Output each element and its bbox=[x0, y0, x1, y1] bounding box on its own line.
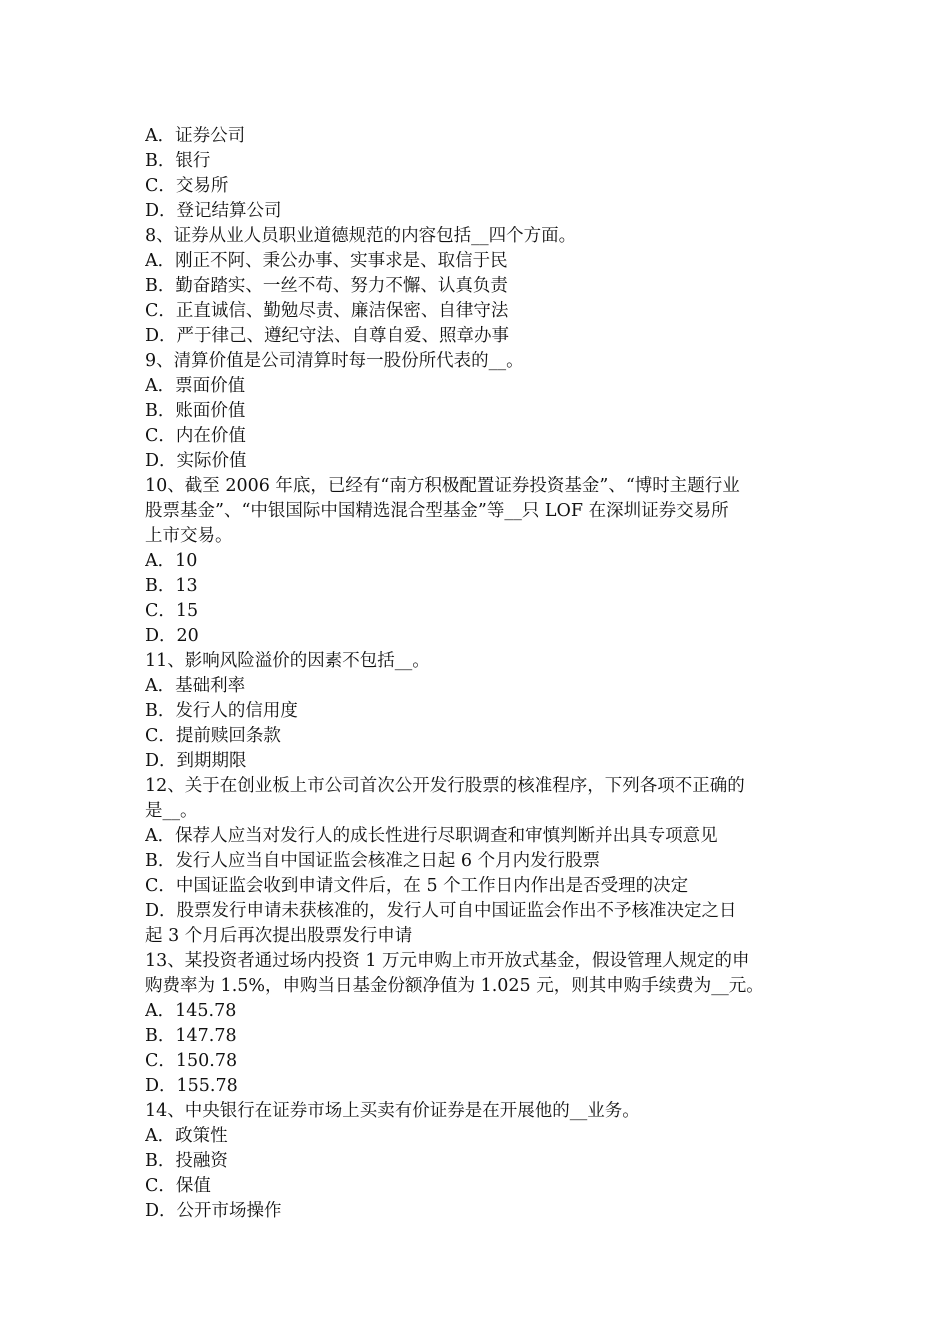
option-a: A．保荐人应当对发行人的成长性进行尽职调查和审慎判断并出具专项意见 bbox=[145, 826, 718, 846]
question-stem-line-2: 购费率为 1.5%，申购当日基金份额净值为 1.025 元，则其申购手续费为__元。 bbox=[145, 976, 764, 996]
option-a: A．基础利率 bbox=[145, 676, 246, 696]
option-c: C．15 bbox=[145, 601, 199, 621]
question-9 bbox=[145, 349, 810, 474]
question-10 bbox=[145, 474, 810, 649]
question-stem-line-3: 上市交易。 bbox=[145, 526, 233, 546]
question-11 bbox=[145, 649, 810, 774]
option-b: B．勤奋踏实、一丝不苟、努力不懈、认真负责 bbox=[145, 276, 508, 296]
question-stem: 9、清算价值是公司清算时每一股份所代表的__。 bbox=[145, 351, 524, 371]
option-d: D．严于律己、遵纪守法、自尊自爱、照章办事 bbox=[145, 326, 510, 346]
option-b: B．147.78 bbox=[145, 1026, 237, 1046]
option-a: A．票面价值 bbox=[145, 376, 246, 396]
question-stem: 14、中央银行在证券市场上买卖有价证券是在开展他的__业务。 bbox=[145, 1101, 640, 1121]
option-b: B．银行 bbox=[145, 151, 211, 171]
option-c: C．正直诚信、勤勉尽责、廉洁保密、自律守法 bbox=[145, 301, 509, 321]
option-b: B．13 bbox=[145, 576, 198, 596]
option-a: A．145.78 bbox=[145, 1001, 237, 1021]
question-stem-line-1: 13、某投资者通过场内投资 1 万元申购上市开放式基金，假设管理人规定的申 bbox=[145, 951, 750, 971]
question-stem: 8、证券从业人员职业道德规范的内容包括__四个方面。 bbox=[145, 226, 577, 246]
question-stem-line-2: 是__。 bbox=[145, 801, 198, 821]
option-c: C．保值 bbox=[145, 1176, 211, 1196]
option-d: D．登记结算公司 bbox=[145, 201, 282, 221]
option-d-line-2: 起 3 个月后再次提出股票发行申请 bbox=[145, 926, 413, 946]
option-c: C．交易所 bbox=[145, 176, 229, 196]
option-d: D．公开市场操作 bbox=[145, 1201, 282, 1221]
option-c: C．中国证监会收到申请文件后，在 5 个工作日内作出是否受理的决定 bbox=[145, 876, 689, 896]
option-c: C．150.78 bbox=[145, 1051, 238, 1071]
option-b: B．账面价值 bbox=[145, 401, 246, 421]
question-stem: 11、影响风险溢价的因素不包括__。 bbox=[145, 651, 430, 671]
question-13 bbox=[145, 949, 810, 1099]
question-12 bbox=[145, 774, 810, 949]
option-a: A．刚正不阿、秉公办事、实事求是、取信于民 bbox=[145, 251, 508, 271]
option-d: D．实际价值 bbox=[145, 451, 247, 471]
question-stem-line-2: 股票基金”、“中银国际中国精选混合型基金”等__只 LOF 在深圳证券交易所 bbox=[145, 501, 729, 521]
option-d: D．到期期限 bbox=[145, 751, 247, 771]
option-c: C．内在价值 bbox=[145, 426, 246, 446]
question-list bbox=[145, 124, 810, 1224]
option-c: C．提前赎回条款 bbox=[145, 726, 281, 746]
option-d: D．20 bbox=[145, 626, 199, 646]
option-b: B．发行人应当自中国证监会核准之日起 6 个月内发行股票 bbox=[145, 851, 601, 871]
question-14 bbox=[145, 1099, 810, 1224]
option-b: B．发行人的信用度 bbox=[145, 701, 298, 721]
question-stem-line-1: 12、关于在创业板上市公司首次公开发行股票的核准程序，下列各项不正确的 bbox=[145, 776, 745, 796]
question-7-options bbox=[145, 124, 810, 224]
option-d: D．155.78 bbox=[145, 1076, 238, 1096]
option-a: A．10 bbox=[145, 551, 198, 571]
option-b: B．投融资 bbox=[145, 1151, 228, 1171]
option-a: A．政策性 bbox=[145, 1126, 228, 1146]
question-8 bbox=[145, 224, 810, 349]
option-a: A．证券公司 bbox=[145, 126, 246, 146]
question-stem-line-1: 10、截至 2006 年底，已经有“南方积极配置证券投资基金”、“博时主题行业 bbox=[145, 476, 740, 496]
option-d-line-1: D．股票发行申请未获核准的，发行人可自中国证监会作出不予核准决定之日 bbox=[145, 901, 737, 921]
